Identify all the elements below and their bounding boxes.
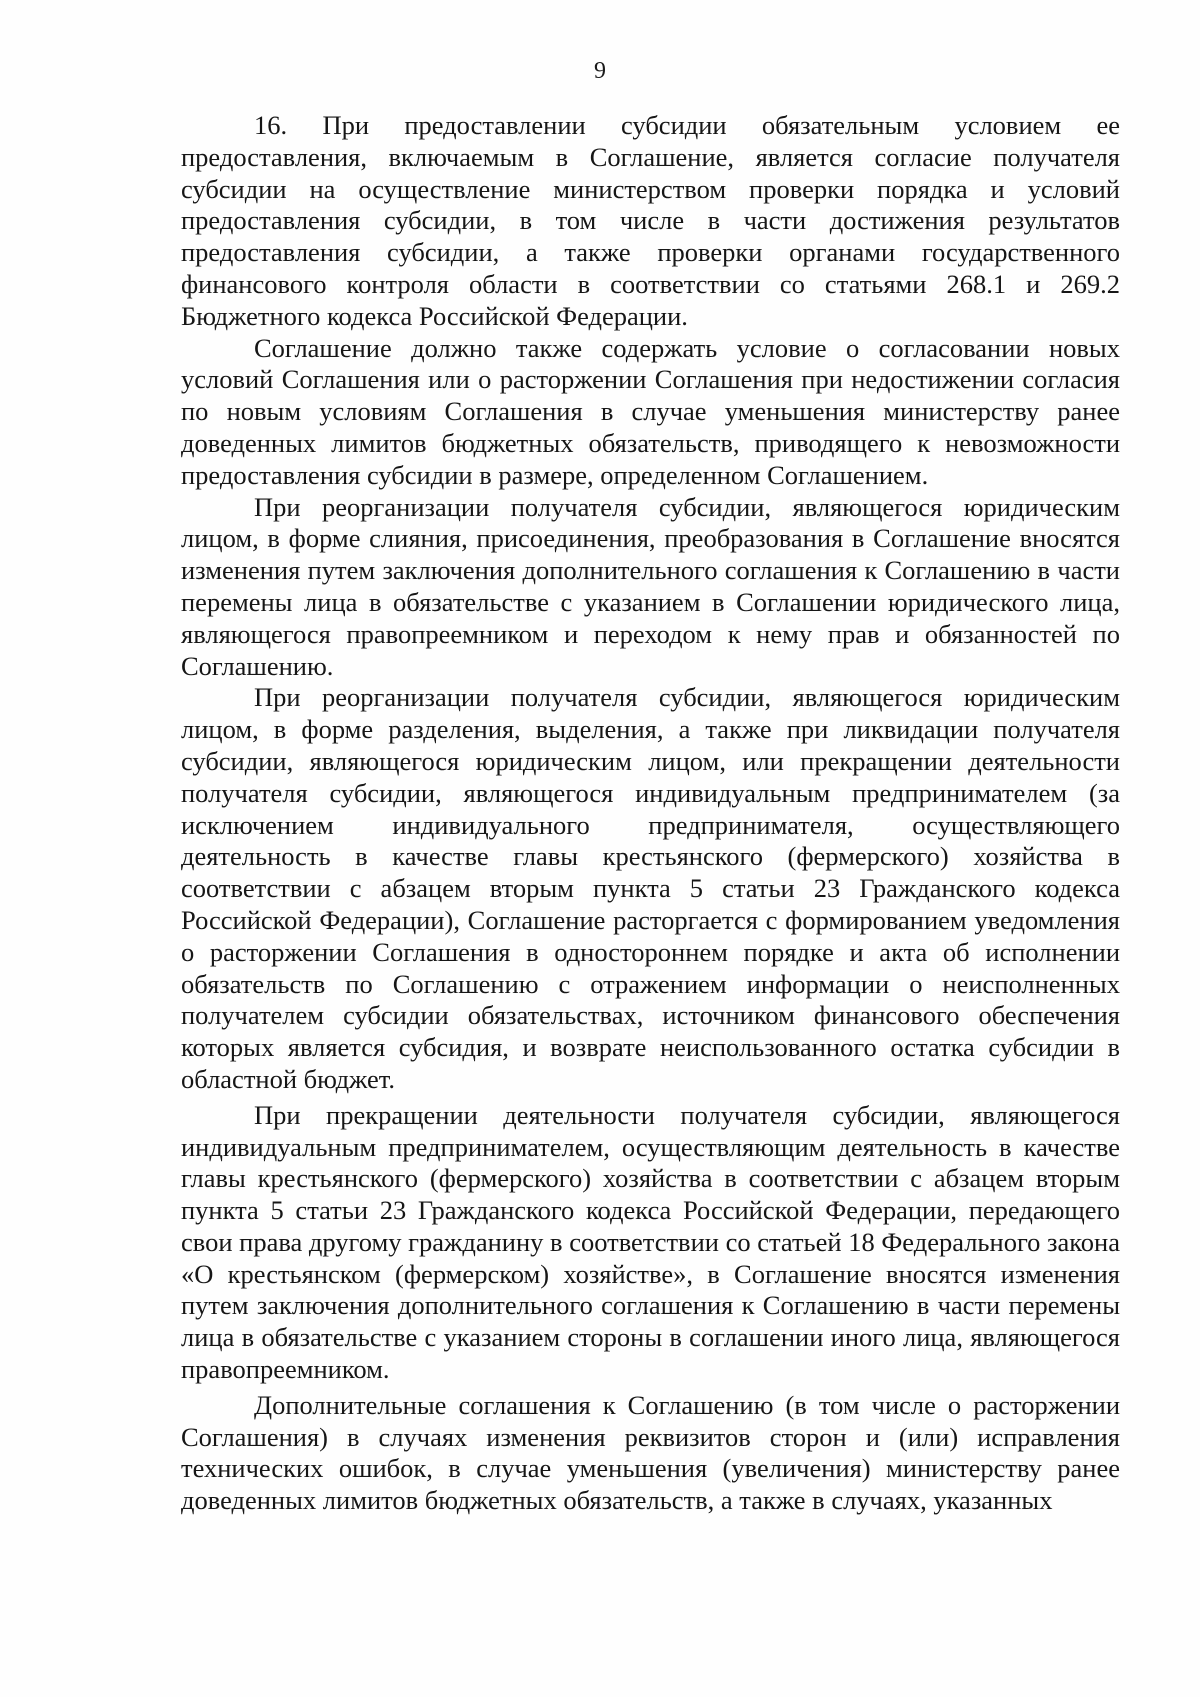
page-number: 9 (594, 58, 606, 84)
paragraph-additional-agreements: Дополнительные соглашения к Соглашению (в том числе о расторжении Соглашения) в случаях изменения реквизитов сторон и (или) исправления технических ошибок, в случае уменьшения (увеличения) министерству ранее доведенных лимитов бюджетных обязательств, а также в случаях, указанных (181, 1389, 1120, 1516)
paragraph-reorganization-merger: При реорганизации получателя субсидии, являющегося юридическим лицом, в форме слияния, присоединения, преобразования в Соглашение вносятся изменения путем заключения дополнительного соглашения к Соглашению в части перемены лица в обязательстве с указанием в Соглашении юридического лица, являющегося правопреемником и переходом к нему прав и обязанностей по Соглашению. (181, 491, 1120, 681)
paragraph-farm-rights-transfer: При прекращении деятельности получателя субсидии, являющегося индивидуальным предпринимателем, осуществляющим деятельность в качестве главы крестьянского (фермерского) хозяйства в соответствии с абзацем вторым пункта 5 статьи 23 Гражданского кодекса Российской Федерации, передающего свои права другому гражданину в соответствии со статьей 18 Федерального закона «О крестьянском (фермерском) хозяйстве», в Соглашение вносятся изменения путем заключения дополнительного соглашения к Соглашению в части перемены лица в обязательстве с указанием стороны в соглашении иного лица, являющегося правопреемником. (181, 1099, 1120, 1385)
paragraph-16-subsidy-conditions: 16. При предоставлении субсидии обязательным условием ее предоставления, включаемым в Соглашение, является согласие получателя субсидии на осуществление министерством проверки порядка и условий предоставления субсидии, в том числе в части достижения результатов предоставления субсидии, а также проверки органами государственного финансового контроля области в соответствии со статьями 268.1 и 269.2 Бюджетного кодекса Российской Федерации. (181, 110, 1120, 331)
paragraph-reorganization-division: При реорганизации получателя субсидии, являющегося юридическим лицом, в форме разделения, выделения, а также при ликвидации получателя субсидии, являющегося юридическим лицом, или прекращении деятельности получателя субсидии, являющегося индивидуальным предпринимателем (за исключением индивидуального предпринимателя, осуществляющего деятельность в качестве главы крестьянского (фермерского) хозяйства в соответствии с абзацем вторым пункта 5 статьи 23 Гражданского кодекса Российской Федерации), Соглашение расторгается с формированием уведомления о расторжении Соглашения в одностороннем порядке и акта об исполнении обязательств по Соглашению с отражением информации о неисполненных получателем субсидии обязательствах, источником финансового обеспечения которых является субсидия, и возврате неиспользованного остатка субсидии в областной бюджет. (181, 682, 1120, 1094)
document-body (181, 110, 1120, 1517)
paragraph-agreement-new-conditions: Соглашение должно также содержать условие о согласовании новых условий Соглашения или о расторжении Соглашения при недостижении согласия по новым условиям Соглашения в случае уменьшения министерству ранее доведенных лимитов бюджетных обязательств, приводящего к невозможности предоставления субсидии в размере, определенном Соглашением. (181, 332, 1120, 490)
